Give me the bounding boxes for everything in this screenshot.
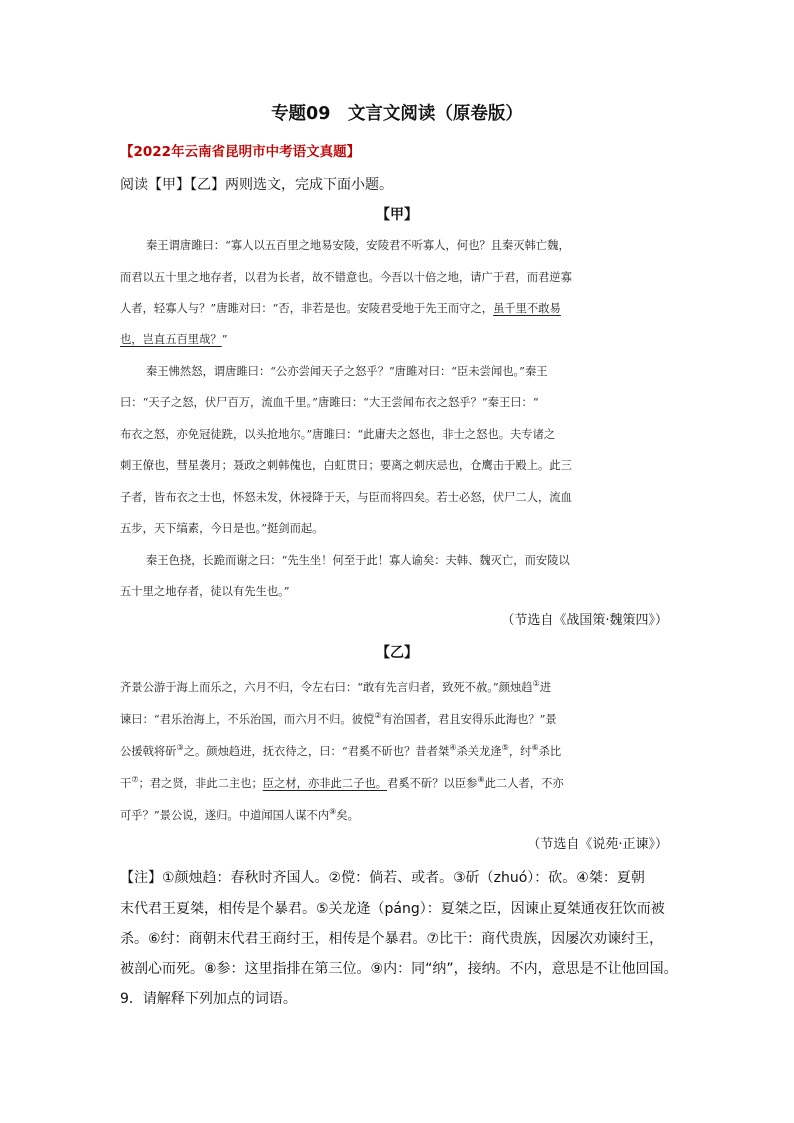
passage-a-line <box>120 334 227 345</box>
exam-source-heading: 【2022年云南省昆明市中考语文真题】 <box>120 144 361 160</box>
underlined-phrase: 臣之材，亦非此二子也。 <box>262 776 388 790</box>
passage-a-text: 人者，轻寡人与？”唐雎对曰：“否，非若是也。安陵君受地于先王而守之， <box>120 302 494 315</box>
footnote-marker: ② <box>374 711 382 720</box>
note-line: 杀。⑥纣：商朝末代君王商纣王，相传是个暴君。⑦比干：商代贵族，因屡次劝谏纣王， <box>120 931 664 947</box>
passage-a-line: 刺王僚也，彗星袭月；聂政之刺韩傀也，白虹贯日；要离之刺庆忌也，仓鹰击于殿上。此三 <box>120 459 572 472</box>
footnote-marker: ⑤ <box>501 743 509 752</box>
passage-b-text: 干 <box>120 776 132 790</box>
page-title: 专题09 文言文阅读（原卷版） <box>271 104 523 124</box>
passage-b-text: 可乎？”景公说，遂归。中道闻国人谋不内 <box>120 808 330 822</box>
passage-a-line: 五十里之地存者，徒以有先生也。” <box>120 585 290 598</box>
passage-a-heading: 【甲】 <box>376 207 418 223</box>
note-line: 末代君王夏桀，相传是个暴君。⑤关龙逄（páng）：夏桀之臣，因谏止夏桀通夜狂饮而被 <box>120 901 665 917</box>
passage-b-text: ，纣 <box>508 744 532 758</box>
passage-b-text: 进 <box>539 680 552 694</box>
passage-b-text: 公援戟将斫 <box>120 744 177 758</box>
passage-a-line: 秦王谓唐雎曰：“寡人以五百里之地易安陵，安陵君不听寡人，何也？且秦灭韩亡魏， <box>146 239 570 252</box>
passage-b-line <box>120 808 359 821</box>
footnote-marker: ③ <box>176 743 184 752</box>
footnote-marker: ① <box>532 679 540 688</box>
footnote-marker: ⑨ <box>329 807 337 816</box>
footnote-marker: ④ <box>449 743 457 752</box>
note-line: 被剖心而死。⑧参：这里指排在第三位。⑨内：同“纳”，接纳。不内，意思是不让他回国。 <box>120 961 678 977</box>
passage-a-text: ” <box>221 333 228 346</box>
passage-a-line: 曰：“天子之怒，伏尸百万，流血千里。”唐雎曰：“大王尝闻布衣之怒乎？”秦王曰：“ <box>120 396 539 409</box>
note-line: 【注】①颜烛趋：春秋时齐国人。②傥：倘若、或者。③斫（zhuó）：砍。④桀：夏朝 <box>120 870 645 886</box>
passage-a-source: （节选自《战国策·魏策四》） <box>501 613 668 628</box>
passage-b-text: 此二人者，不亦 <box>484 776 564 790</box>
passage-a-line: 而君以五十里之地存者，以君为长者，故不错意也。今吾以十倍之地，请广于君，而君逆寡 <box>120 271 572 284</box>
footnote-marker: ⑥ <box>531 743 539 752</box>
passage-a-line <box>120 303 561 314</box>
passage-b-line <box>120 680 551 693</box>
passage-a-line: 秦王色挠，长跪而谢之曰：“先生坐！何至于此！寡人谕矣：夫韩、魏灭亡，而安陵以 <box>146 554 570 567</box>
passage-a-line: 五步，天下缟素，今日是也。”挺剑而起。 <box>120 522 324 535</box>
passage-b-line <box>120 712 557 725</box>
passage-b-line <box>120 776 564 789</box>
underlined-phrase: 虽千里不敢易 <box>493 302 561 315</box>
passage-b-text: 君奚不斫？以臣参 <box>387 776 478 790</box>
passage-b-text: 矣。 <box>336 808 359 822</box>
passage-a-line: 秦王怫然怒，谓唐雎曰：“公亦尝闻天子之怒乎？”唐雎对曰：“臣未尝闻也。”秦王 <box>146 365 548 378</box>
passage-b-text: 有治国者，君且安得乐此海也？”景 <box>381 712 557 726</box>
passage-b-text: 齐景公游于海上而乐之，六月不归，令左右曰：“敢有先言归者，致死不赦。”颜烛趋 <box>120 680 533 694</box>
question-text: 9．请解释下列加点的词语。 <box>120 991 297 1007</box>
passage-b-source: （节选自《说苑·正谏》） <box>527 837 668 852</box>
passage-b-text: 杀比 <box>538 744 562 758</box>
underlined-phrase: 也，岂直五百里哉？ <box>120 333 222 346</box>
passage-b-line <box>120 744 561 757</box>
passage-b-text: 谏曰：“君乐治海上，不乐治国，而六月不归。彼傥 <box>120 712 375 726</box>
footnote-marker: ⑧ <box>477 775 485 784</box>
instruction-text: 阅读【甲】【乙】两则选文，完成下面小题。 <box>120 177 393 193</box>
footnote-marker: ⑦ <box>131 775 139 784</box>
passage-b-text: 之。颜烛趋进，抚衣待之，曰：“君奚不斫也？昔者桀 <box>183 744 450 758</box>
passage-b-heading: 【乙】 <box>376 645 418 661</box>
passage-b-text: ；君之贤，非此二主也； <box>138 776 263 790</box>
passage-a-line: 布衣之怒，亦免冠徒跣，以头抢地尔。”唐雎曰：“此庸夫之怒也，非士之怒也。夫专诸之 <box>120 428 556 441</box>
passage-a-line: 子者，皆布衣之士也，怀怒未发，休祲降于天，与臣而将四矣。若士必怒，伏尸二人，流血 <box>120 491 572 504</box>
passage-b-text: 杀关龙逄 <box>456 744 502 758</box>
